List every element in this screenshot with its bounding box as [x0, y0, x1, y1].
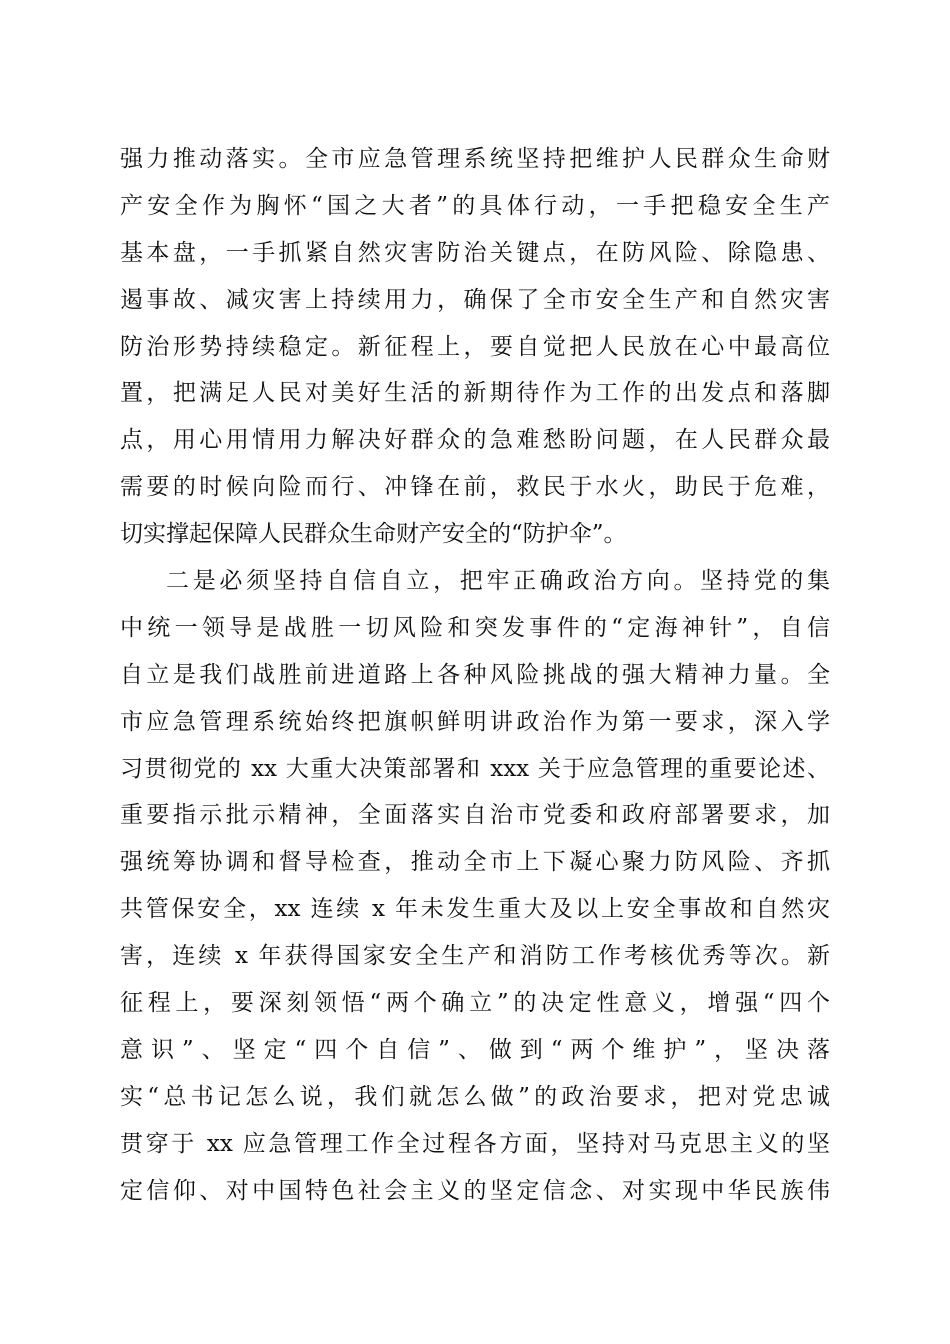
text-line-23: 定信仰、对中国特色社会主义的坚定信念、对实现中华民族伟	[120, 1177, 830, 1204]
text-line-11: 中统一领导是战胜一切风险和突发事件的“定海神针”，自信	[120, 614, 830, 641]
text-line-14: 习贯彻党的 xx 大重大决策部署和 xxx 关于应急管理的重要论述、	[120, 755, 830, 782]
text-line-21: 实“总书记怎么说，我们就怎么做”的政治要求，把对党忠诚	[120, 1083, 830, 1110]
text-line-2: 产安全作为胸怀“国之大者”的具体行动，一手把稳安全生产	[120, 192, 830, 219]
text-line-15: 重要指示批示精神，全面落实自治市党委和政府部署要求，加	[120, 802, 830, 829]
text-line-4: 遏事故、减灾害上持续用力，确保了全市安全生产和自然灾害	[120, 286, 830, 313]
text-line-10: 二是必须坚持自信自立，把牢正确政治方向。坚持党的集	[166, 568, 830, 595]
text-line-16: 强统筹协调和督导检查，推动全市上下凝心聚力防风险、齐抓	[120, 849, 830, 876]
text-line-9: 切实撑起保障人民群众生命财产安全的“防护伞”。	[120, 521, 627, 548]
text-line-22: 贯穿于 xx 应急管理工作全过程各方面，坚持对马克思主义的坚	[120, 1130, 830, 1157]
text-line-5: 防治形势持续稳定。新征程上，要自觉把人民放在心中最高位	[120, 333, 830, 360]
body-text	[120, 136, 830, 1214]
text-line-6: 置，把满足人民对美好生活的新期待作为工作的出发点和落脚	[120, 380, 830, 407]
text-line-19: 征程上，要深刻领悟“两个确立”的决定性意义，增强“四个	[120, 990, 830, 1017]
text-line-8: 需要的时候向险而行、冲锋在前，救民于水火，助民于危难，	[120, 474, 830, 501]
text-line-3: 基本盘，一手抓紧自然灾害防治关键点，在防风险、除隐患、	[120, 239, 830, 266]
text-line-18: 害，连续 x 年获得国家安全生产和消防工作考核优秀等次。新	[120, 943, 830, 970]
text-line-13: 市应急管理系统始终把旗帜鲜明讲政治作为第一要求，深入学	[120, 708, 830, 735]
text-line-7: 点，用心用情用力解决好群众的急难愁盼问题，在人民群众最	[120, 427, 830, 454]
text-line-12: 自立是我们战胜前进道路上各种风险挑战的强大精神力量。全	[120, 661, 830, 688]
text-line-20: 意识”、坚定“四个自信”、做到“两个维护”，坚决落	[120, 1036, 830, 1063]
text-line-17: 共管保安全，xx 连续 x 年未发生重大及以上安全事故和自然灾	[120, 896, 830, 923]
text-line-1: 强力推动落实。全市应急管理系统坚持把维护人民群众生命财	[120, 146, 830, 172]
